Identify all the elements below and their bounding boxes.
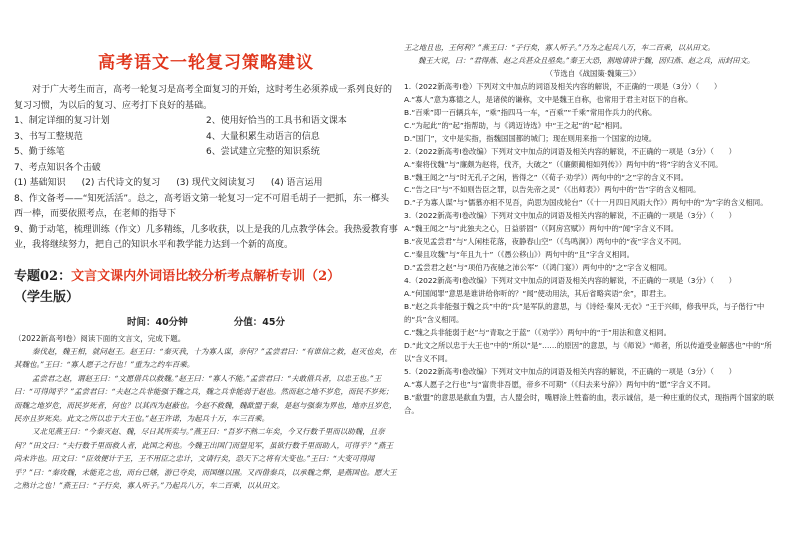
- topic-item: (1) 基础知识: [14, 178, 66, 188]
- question-option: D.“此文之所以忠于大王也”中的“所以”是“……的原因”的意思，与《师说》“师者，所以传道受业解惑也”中的“所以”含义不同。: [404, 340, 772, 363]
- question-option: C.“魏之兵非能弱于赵”与“青取之于蓝”（《劝学》）两句中的“于”用法和意义相同。: [404, 327, 671, 337]
- question-option: B.“歃盟”的意思是歃血为盟，古人盟会时，嘴唇涂上牲畜的血，表示诚信，是一种庄重的仪式，现指两个国家的联合。: [404, 392, 774, 415]
- question-option: A.“寡人”意为寡德之人，是诸侯的谦称，文中是魏王自称，也常用于君主对臣下的自称。: [404, 94, 693, 104]
- tip-item: 8、作文备考——“知死活活”。总之，高考语文第一轮复习一定不可眉毛胡子一把抓，东一榔头西一棒，而要依照考点，在老师的指导下: [14, 193, 390, 219]
- tip-row: [14, 114, 398, 130]
- section-title: 文言文课内外词语比较分析考点解析专训（2）: [71, 268, 341, 284]
- passage-paragraph: 秦伐赵，魏王相，就问赵王。赵王曰：“秦灭我，十为寡人谋，奈何？”孟尝君曰：“有谁信之救，赵灭也矣，在其魏也。”王曰：“寡人愿子之行也！”重为之约车百乘。: [14, 346, 396, 370]
- topic-item: (3) 现代文阅读复习: [176, 178, 255, 188]
- passage-continued: 魏王大说，曰：“君得燕、赵之兵甚众且亟矣。”秦王大恐，割地请讲于魏，因归燕、赵之兵，而封田文。: [418, 55, 755, 65]
- tip-item: 6、尝试建立完整的知识系统: [206, 147, 320, 157]
- question-option: D.“孟尝君之赵”与“项伯乃夜驰之沛公军”（《鸿门宴》）两句中的“之”字含义相同。: [404, 263, 672, 273]
- tip-item: 9、勤于动笔，梳理训练（作文）几多精练，几多收获，以上是我的几点教学体会。我热爱教育事业，我将继续努力，把自己的知识水平和教学能力达到一个新的高度。: [14, 224, 398, 250]
- question-option: A.“魏王闻之”与“此独夫之心，日益骄固”（《阿房宫赋》）两句中的“闻”字含义不同。: [404, 224, 679, 234]
- lead-text: （2022新高考Ⅰ卷）阅读下面的文言文，完成下题。: [14, 333, 186, 343]
- tip-row: [14, 130, 398, 146]
- section-prefix: 专题02：: [14, 268, 72, 284]
- question-option: C.“为起此”的“起”指帮助，与《鸿迈诗选》中“王之起”的“起”相同。: [404, 120, 627, 130]
- passage-paragraph: 孟尝君之赵，谓赵王曰：“文愿借兵以救魏。”赵王曰：“寡人不能。”孟尝君曰：“夫敢借兵者，以忠王也。”王曰：“可得闻乎？”孟尝君曰：“夫赵之兵非能强于魏之兵，魏之兵非能弱于赵也。然而赵之地不岁危，而民不岁死；而魏之地岁危，而民岁死者，何也？以其西为赵蔽也。今赵不救魏，魏歃盟于秦，是赵与强秦为界也，地亦且岁危，民亦且岁死矣。此文之所以忠于大王也。”赵王许诺，为起兵十万，车三百乘。: [14, 373, 397, 423]
- time-label: 时间：40分钟: [127, 316, 188, 328]
- question-stem: 1.（2022新高考Ⅰ卷）下列对文中加点的词语及相关内容的解说，不正确的一项是（3分）（ ）: [404, 81, 722, 91]
- topic-item: (2) 古代诗文的复习: [81, 178, 161, 188]
- question-stem: 4.（2022新高考Ⅰ卷改编）下列对文中加点的词语及相关内容的解说，不正确的一项是（3分）（ ）: [404, 276, 737, 286]
- question-option: B.“百乘”即一百辆兵车，“乘”指四马一车，“百乘”“千乘”常用作兵力的代称。: [404, 107, 657, 117]
- left-column: [14, 0, 398, 492]
- right-column: [404, 42, 782, 418]
- intro-paragraph: 对于广大考生而言，高考一轮复习是高考全面复习的开始，这时考生必须养成一系列良好的复习习惯，为以后的复习、应考打下良好的基础。: [14, 85, 393, 111]
- exam-meta: [14, 314, 398, 328]
- tip-item: 4、大量积累生动语言的信息: [206, 131, 320, 142]
- tip-row: [14, 145, 398, 161]
- tip-item: 3、书写工整规范: [14, 131, 83, 142]
- question-stem: 5.（2022新高考Ⅰ卷改编）下列对文中加点的词语及相关内容的解说，不正确的一项是（3分）（ ）: [404, 366, 737, 376]
- tip-item: 5、勤于练笔: [14, 147, 65, 157]
- question-option: D.“子为寡人谋”与“儒慕亦相不见吾，尚思为国戍轮台”（《十一月四日风雨大作》）两句中的“为”字的含义相同。: [404, 198, 768, 208]
- section-heading: [14, 266, 398, 308]
- tip-item: 2、使用好恰当的工具书和语文课本: [206, 116, 347, 126]
- passage-paragraph: 又北见燕王曰：“今秦灭赵、魏，尽日其所卖与。”燕王曰：“吾岁不熟二年矣，今又行数千里而以助魏，且奈何？”田文曰：“夫行数千里而救人者，此国之利也。今魏王出国门而望见军，虽欲行数千里而助人，可得乎？”燕王尚未许也。田文曰：“臣效便计于王，王不用臣之忠计，文请行矣，恐天下之将有大变也。”王曰：“大变可得闻乎？”曰：“秦攻魏，未能克之也，而台已燔，游已夺矣，而国继以围。又西借秦兵，以承魏之弊，是燕国也。愿大王之熟计之也！”燕王曰：“子行矣，寡人听子。”乃起兵八万，车二百乘，以从田文。: [14, 427, 397, 490]
- tip-item: 1、制定详细的复习计划: [14, 116, 110, 126]
- score-label: 分值：45分: [233, 316, 285, 328]
- question-option: C.“告之曰”与“不如则告臣之罪，以告先帝之灵”（《出师表》）两句中的“告”字的含义相同。: [404, 185, 701, 195]
- passage-continued: 王之地且也，王何利？”燕王曰：“子行矣，寡人听子。”乃为之起兵八万，车二百乘，以从田文。: [404, 43, 715, 52]
- question-option: B.“赵之兵非能强于魏之兵”中的“兵”是军队的意思，与《诗经·秦风·无衣》“王于兴师，修我甲兵，与子偕行”中的“兵”含义相同。: [404, 302, 765, 325]
- tip-item: 7、考点知识各个击破: [14, 162, 101, 173]
- question-option: D.“国门”，文中是实指，指魏国国都的城门；现在则用来指一个国家的边境。: [404, 133, 657, 143]
- page-title: 高考语文一轮复习策略建议: [98, 53, 314, 73]
- topic-list: [14, 176, 398, 192]
- question-option: C.“秦且攻魏”与“年且九十”（《愚公移山》）两句中的“且”字含义相同。: [404, 250, 635, 260]
- topic-item: (4) 语言运用: [270, 178, 323, 188]
- source-note: （节选自《战国策·魏策三》）: [545, 68, 641, 78]
- question-stem: 2.（2022新高考Ⅰ卷改编）下列对文中加点的词语及相关内容的解说，不正确的一项是（3分）（ ）: [404, 146, 737, 156]
- question-option: B.“夜见孟尝君”与“人闲桂花落，夜静春山空”（《鸟鸣涧》）两句中的“夜”字含义不同。: [404, 237, 686, 247]
- question-option: B.“魏王闻之”与“时无孔子之闲，皆得之”（《荀子·劝学》）两句中的“之”字的含义不同。: [404, 172, 689, 182]
- question-option: A.“秦将伐魏”与“廉颇为赵将，伐齐，大破之”（《廉颇蔺相如列传》）两句中的“将”字的含义不同。: [404, 159, 723, 169]
- question-option: A.“寡人愿子之行也”与“富贵非吾愿，帝乡不可期”（《归去来兮辞》）两句中的“愿”字含义不同。: [404, 379, 716, 389]
- question-stem: 3.（2022新高考Ⅰ卷改编）下列对文中加点的词语及相关内容的解说，不正确的一项是（3分）（ ）: [404, 211, 737, 221]
- section-suffix: （学生版）: [14, 289, 80, 305]
- question-option: A.“何国闻罪”意思是谁讲给你听的？“闻”使动用法，其后省略宾语“余”，即君主。: [404, 289, 671, 299]
- question-list: [404, 81, 782, 418]
